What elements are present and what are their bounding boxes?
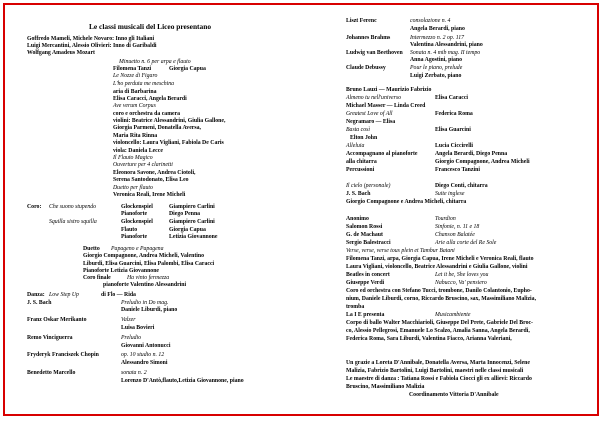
program-line: Flauto (121, 227, 138, 233)
program-line: Preludio in Do mag. (121, 300, 169, 306)
program-line: Anna Agostini, piano (410, 57, 463, 63)
program-line: Le maestre di danza : Tatiana Rossi e Fabiola Ciocci gli ex allievi: Riccardo (346, 376, 532, 382)
program-line: Laura Vigliani, violoncello, Beatrice Alessandrini e Giulia Gallone, violini (346, 264, 528, 270)
program-line: violini: Beatrice Alessandrini, Giulia Gallone, (113, 118, 226, 124)
program-line: Elisa Caracci (435, 95, 469, 101)
program-line: Giorgio Compagnone, Andrea Micheli (435, 159, 530, 165)
program-line: Franz Oskar Merikanto (27, 317, 87, 323)
program-line: Le Nozze di Figaro (113, 73, 158, 79)
program-line: Duetto per flauto (113, 185, 153, 191)
program-line: Maria Rita Rinna (113, 133, 158, 139)
program-line: coro e orchestra da camera (113, 111, 181, 117)
program-line: Un grazie a Loreta D'Annibale, Donatella Aversa, Marta Innocenzi, Selene (346, 360, 530, 366)
program-line: Giuseppe Verdi (346, 280, 385, 286)
program-line: Giorgia Capua (169, 66, 206, 72)
program-line: Lucia Ciccirelli (435, 143, 474, 149)
program-line: Sinfonie, n. 11 e 18 (435, 224, 480, 230)
program-line: Benedetto Marcello (27, 370, 76, 376)
program-line: nium, Daniele Liburdi, corno, Riccardo Bruscino, sax, Massimiliano Malizia, (346, 296, 537, 302)
program-line: Low Step Up (49, 292, 79, 298)
program-line: Lorenzo D'Antò,flauto,Letizia Giovannone, piano (121, 378, 244, 384)
program-line: Giorgia Capua (169, 227, 206, 233)
program-line: co, Alessio Pellegrosi, Emanuele Lo Scalzo, Amalia Sanna, Angela Berardi, (346, 328, 530, 334)
program-line: Ave verum Corpus (113, 103, 156, 109)
program-line: Percussioni (346, 167, 375, 173)
program-line: Veronica Reali, Irene Micheli (113, 192, 186, 198)
program-line: Coro finale (83, 275, 111, 281)
program-line: Coro ed orchestra con Stefano Tucci, trombone, Danilo Colantonio, Eupho- (346, 288, 532, 294)
program-line: Federica Roma, Sara Liburdi, Valentina Fiacco, Arianna Valeriani, (346, 336, 512, 342)
program-line: Nabucco, Va' pensiero (435, 280, 487, 286)
program-line: L'ho perduta me meschina (113, 81, 175, 87)
program-line: Elisa Guarcini (435, 127, 471, 133)
program-line: Pour le piano, prelude (410, 65, 463, 71)
program-line: Valentina Alessandrini, piano (410, 42, 483, 48)
program-line: Minuetto n. 6 per arpa e flauto (119, 59, 191, 65)
program-line: Giovanni Antonucci (121, 343, 171, 349)
program-line: Anonimo (346, 216, 369, 222)
program-line: tromba (346, 304, 365, 310)
program-line: Wolfgang Amadeus Mozart (27, 50, 95, 56)
program-line: Goffredo Mameli, Michele Novaro: Inno gli Italiani (27, 36, 155, 42)
program-line: Squilla sistro squilla (49, 219, 97, 225)
program-line: Giampiero Carlini (169, 204, 215, 210)
program-line: Salomon Rossi (346, 224, 383, 230)
program-line: Bruscino, Massimiliano Malizia (346, 384, 425, 390)
program-line: Claude Debussy (346, 65, 386, 71)
program-line: Musicambiente (435, 312, 471, 318)
program-line: Danza: (27, 292, 45, 298)
program-line: Pianoforte (121, 211, 148, 217)
program-line: Angela Berardi, Diego Penna (435, 151, 508, 157)
program-line: Eleonora Savone, Andrea Ciotoli, (113, 170, 196, 176)
program-line: Diego Conti, chitarra (435, 183, 488, 189)
program-line: pianoforte Valentino Alessandrini (103, 282, 187, 288)
program-line: Beatles in concert (346, 272, 390, 278)
program-line: Ha vinto fermezza (127, 275, 170, 281)
program-line: Intermezzo n. 2 op. 117 (410, 35, 464, 41)
program-line: Sergio Balestracci (346, 240, 391, 246)
program-line: Arie alla corte del Re Sole (435, 240, 497, 246)
program-line: Luisa Bovieri (121, 325, 155, 331)
program-line: viola: Daniela Lecce (113, 148, 163, 154)
program-line: alla chitarra (346, 159, 377, 165)
program-line: Sonata n. 4 mib mag. II tempo (410, 50, 481, 56)
program-line: Pianoforte Letizia Giovannone (83, 268, 159, 274)
right-column (5, 5, 597, 414)
program-line: Federica Roma (435, 111, 473, 117)
program-line: G. de Machaut (346, 232, 383, 238)
program-line: J. S. Bach (27, 300, 52, 306)
program-line: Valzer (121, 317, 136, 323)
program-line: op. 10 studio n. 12 (121, 352, 165, 358)
program-line: Let it be, She loves you (435, 272, 489, 278)
program-line: Giorgio Compagnone, Andrea Micheli, Valentino (83, 253, 204, 259)
program-line: Pianoforte (121, 234, 148, 240)
program-line: Remo Vinciguerra (27, 335, 73, 341)
program-line: di Flo — Rida (101, 292, 136, 298)
program-line: Angela Berardi, piano (410, 26, 465, 32)
program-line: Giorgia Parmeni, Donatella Aversa, (113, 125, 201, 131)
program-line: Almeno tu nell'universo (346, 95, 402, 101)
program-line: Duetto (83, 246, 100, 252)
program-line: Johannes Brahms (346, 35, 391, 41)
coordination-credit: Coordinamento Vittoria D'Annibale (409, 392, 499, 398)
program-line: Bruno Lauzi — Maurizio Fabrizio (346, 87, 432, 93)
program-line: Ouverture per 4 clarinetti (113, 162, 173, 168)
program-line: Basta così (346, 127, 370, 133)
program-line: Daniele Liburdi, piano (121, 307, 178, 313)
program-line: Papageno e Papagena (111, 246, 164, 252)
program-line: Suite inglese (435, 191, 465, 197)
program-line: Greatest Love of All (346, 111, 393, 117)
program-line: Preludio (121, 335, 142, 341)
program-line: Giorgio Compagnone e Andrea Micheli, chitarra (346, 199, 467, 205)
program-line: Il cielo (personale) (346, 183, 391, 189)
program-line: Alleluia (346, 143, 365, 149)
program-line: consolazione n. 4 (410, 18, 451, 24)
program-line: Glockenspiel (121, 204, 153, 210)
program-line: Letizia Giovannone (169, 234, 218, 240)
program-line: Luigi Mercantini, Alessio Olivieri: Inno di Garibaldi (27, 43, 157, 49)
program-line: Tourdion (435, 216, 456, 222)
program-line: Filomena Tanzi (113, 66, 152, 72)
program-line: Malizia, Fabrizio Bartolini, Luigi Bartolini, maestri nelle classi musicali (346, 368, 524, 374)
program-line: Glockenspiel (121, 219, 153, 225)
program-line: Che suono stupendo (49, 204, 97, 210)
program-title: Le classi musicali del Liceo presentano (89, 22, 212, 31)
program-line: Giampiero Carlini (169, 219, 215, 225)
program-line: Filomena Tanzi, arpa, Giorgia Capua, Irene Micheli e Veronica Reali, flauto (346, 256, 534, 262)
program-line: Liburdi, Elisa Guarcini, Elisa Palombi, Elisa Caracci (83, 261, 215, 267)
program-line: Ludwig van Beethoven (346, 50, 403, 56)
program-line: Francesco Tanzini (435, 167, 480, 173)
program-line: Luigi Zerbato, piano (410, 73, 462, 79)
program-line: Alessandro Simoni (121, 360, 168, 366)
program-line: J. S. Bach (346, 191, 371, 197)
program-line: Corpo di ballo Walter Macchiarioli, Giuseppe Del Prete, Gabriele Del Broc- (346, 320, 533, 326)
program-line: Verse, verse, verse tous plein et Tambur Batani (346, 248, 455, 254)
program-line: Elton John (350, 135, 378, 141)
program-line: Michael Masser — Linda Creed (346, 103, 426, 109)
program-line: Elisa Caracci, Angela Berardi (113, 96, 187, 102)
program-line: Liszt Ferenc (346, 18, 377, 24)
program-line: La I E presenta (346, 312, 385, 318)
program-line: Fryderyk Franciszek Chopin (27, 352, 99, 358)
program-line: Negramaro — Elisa (346, 119, 396, 125)
program-line: Chanson Balatée (435, 232, 475, 238)
program-line: Accompagnano al pianoforte (346, 151, 418, 157)
program-line: Diego Penna (169, 211, 201, 217)
program-line: Serena Santodonato, Elisa Leo (113, 177, 189, 183)
program-line: aria di Barbarina (113, 89, 157, 95)
program-line: sonata n. 2 (121, 370, 147, 376)
program-line: violoncello: Laura Vigliani, Fabiola De Caris (113, 140, 224, 146)
program-line: Il Flauto Magico (113, 155, 153, 161)
program-line: Coro: (27, 204, 42, 210)
program-page (3, 3, 599, 416)
